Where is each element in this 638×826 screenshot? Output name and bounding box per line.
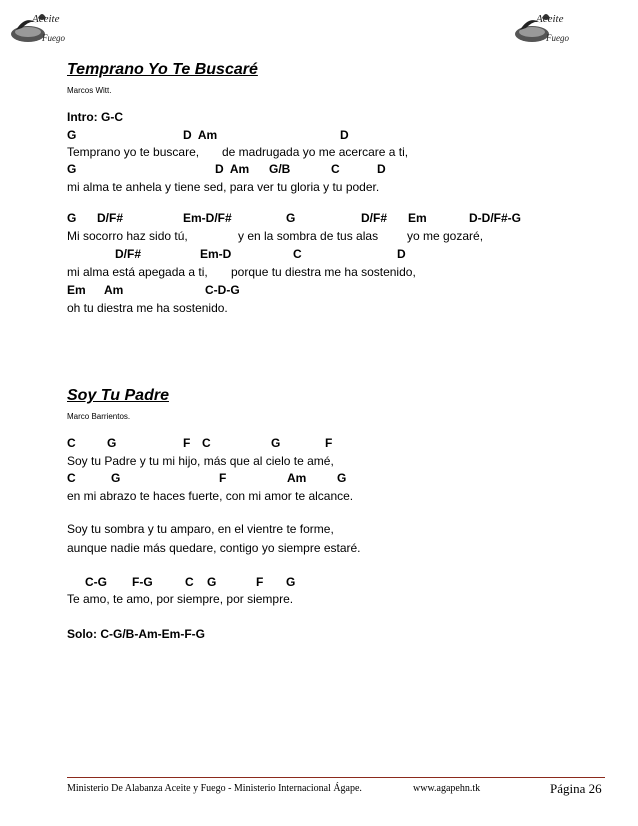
chord: C (67, 436, 76, 450)
lyric: Mi socorro haz sido tú, (67, 229, 188, 243)
lyric-line (67, 541, 361, 561)
chord-line (67, 110, 123, 130)
lyric-line (67, 489, 354, 509)
chord: F (325, 436, 333, 450)
chord-line (67, 283, 240, 303)
chord: D (377, 162, 386, 176)
lyric: Temprano yo te buscare, (67, 145, 200, 159)
chord: G (207, 575, 217, 589)
logo-text-line2: Fuego (546, 33, 569, 43)
chord: C (293, 247, 302, 261)
chord: Em-D (200, 247, 232, 261)
logo-text-line1: Aceite (536, 13, 564, 25)
lyric: yo me gozaré, (407, 229, 484, 243)
chord: C-D-G (205, 283, 240, 297)
lyric: porque tu diestra me ha sostenido, (231, 265, 416, 279)
brand-logo-right (512, 8, 570, 46)
lyric: en mi abrazo te haces fuerte, con mi amor te alcance. (67, 489, 354, 503)
chord-line (67, 471, 347, 491)
chord: G (337, 471, 347, 485)
lyric-line (67, 522, 334, 542)
lyric-line (67, 301, 228, 321)
lyric-line (67, 265, 416, 285)
song-author: Marco Barrientos. (67, 412, 131, 421)
chord: F (219, 471, 227, 485)
chord: F-G (132, 575, 153, 589)
lyric: oh tu diestra me ha sostenido. (67, 301, 228, 315)
chord: D Am (215, 162, 250, 176)
lyric-line (67, 180, 380, 200)
chord: D (340, 128, 349, 142)
chord-line (67, 247, 406, 267)
chord: Em-D/F# (183, 211, 232, 225)
lyric: mi alma te anhela y tiene sed, para ver tu gloria y tu poder. (67, 180, 380, 194)
chord: D (397, 247, 406, 261)
brand-logo-icon (8, 8, 66, 46)
chord: D/F# (97, 211, 124, 225)
chord: C (331, 162, 340, 176)
chord: D/F# (115, 247, 142, 261)
lyric: y en la sombra de tus alas (238, 229, 379, 243)
chord: Em (408, 211, 427, 225)
chord-line (67, 162, 386, 182)
chord: C (202, 436, 211, 450)
chord: F (256, 575, 264, 589)
lyric: Te amo, te amo, por siempre, por siempre. (67, 592, 294, 606)
intro-chords: Intro: G-C (67, 110, 123, 124)
lyric: mi alma está apegada a ti, (67, 265, 208, 279)
chord-line (67, 627, 205, 647)
lyric: Soy tu Padre y tu mi hijo, más que al cielo te amé, (67, 454, 334, 468)
chord: G (67, 211, 77, 225)
song-title: Soy Tu Padre (67, 387, 169, 404)
chord-line (67, 436, 333, 456)
song-title: Temprano Yo Te Buscaré (67, 61, 258, 78)
chord: C (67, 471, 76, 485)
song-author: Marcos Witt. (67, 86, 112, 95)
chord: D-D/F#-G (469, 211, 521, 225)
chord: G/B (269, 162, 291, 176)
lyric: de madrugada yo me acercare a ti, (222, 145, 409, 159)
chord: C-G (85, 575, 107, 589)
solo-chords: Solo: C-G/B-Am-Em-F-G (67, 627, 205, 641)
chord: G (286, 575, 296, 589)
lyric: aunque nadie más quedare, contigo yo siempre estaré. (67, 541, 361, 555)
chord: G (271, 436, 281, 450)
chord: F (183, 436, 191, 450)
lyric: Soy tu sombra y tu amparo, en el vientre te forme, (67, 522, 334, 536)
footer-divider (67, 777, 605, 778)
logo-text-line1: Aceite (32, 13, 60, 25)
footer-ministry: Ministerio De Alabanza Aceite y Fuego - Ministerio Internacional Ágape. (67, 783, 362, 794)
logo-text-line2: Fuego (42, 33, 65, 43)
chord: D Am (183, 128, 218, 142)
lyric-line (67, 229, 484, 249)
chord: G (107, 436, 117, 450)
chord: Am (287, 471, 307, 485)
footer-website: www.agapehn.tk (413, 783, 481, 794)
chord: Em (67, 283, 86, 297)
brand-logo-left (8, 8, 66, 46)
chord: G (67, 162, 77, 176)
page-number: Página 26 (550, 781, 602, 796)
chord: D/F# (361, 211, 388, 225)
chord: G (67, 128, 77, 142)
chord: C (185, 575, 194, 589)
chord: Am (104, 283, 124, 297)
chord-line (67, 211, 521, 231)
lyric-line (67, 592, 294, 612)
brand-logo-icon (512, 8, 570, 46)
chord: G (286, 211, 296, 225)
chord: G (111, 471, 121, 485)
